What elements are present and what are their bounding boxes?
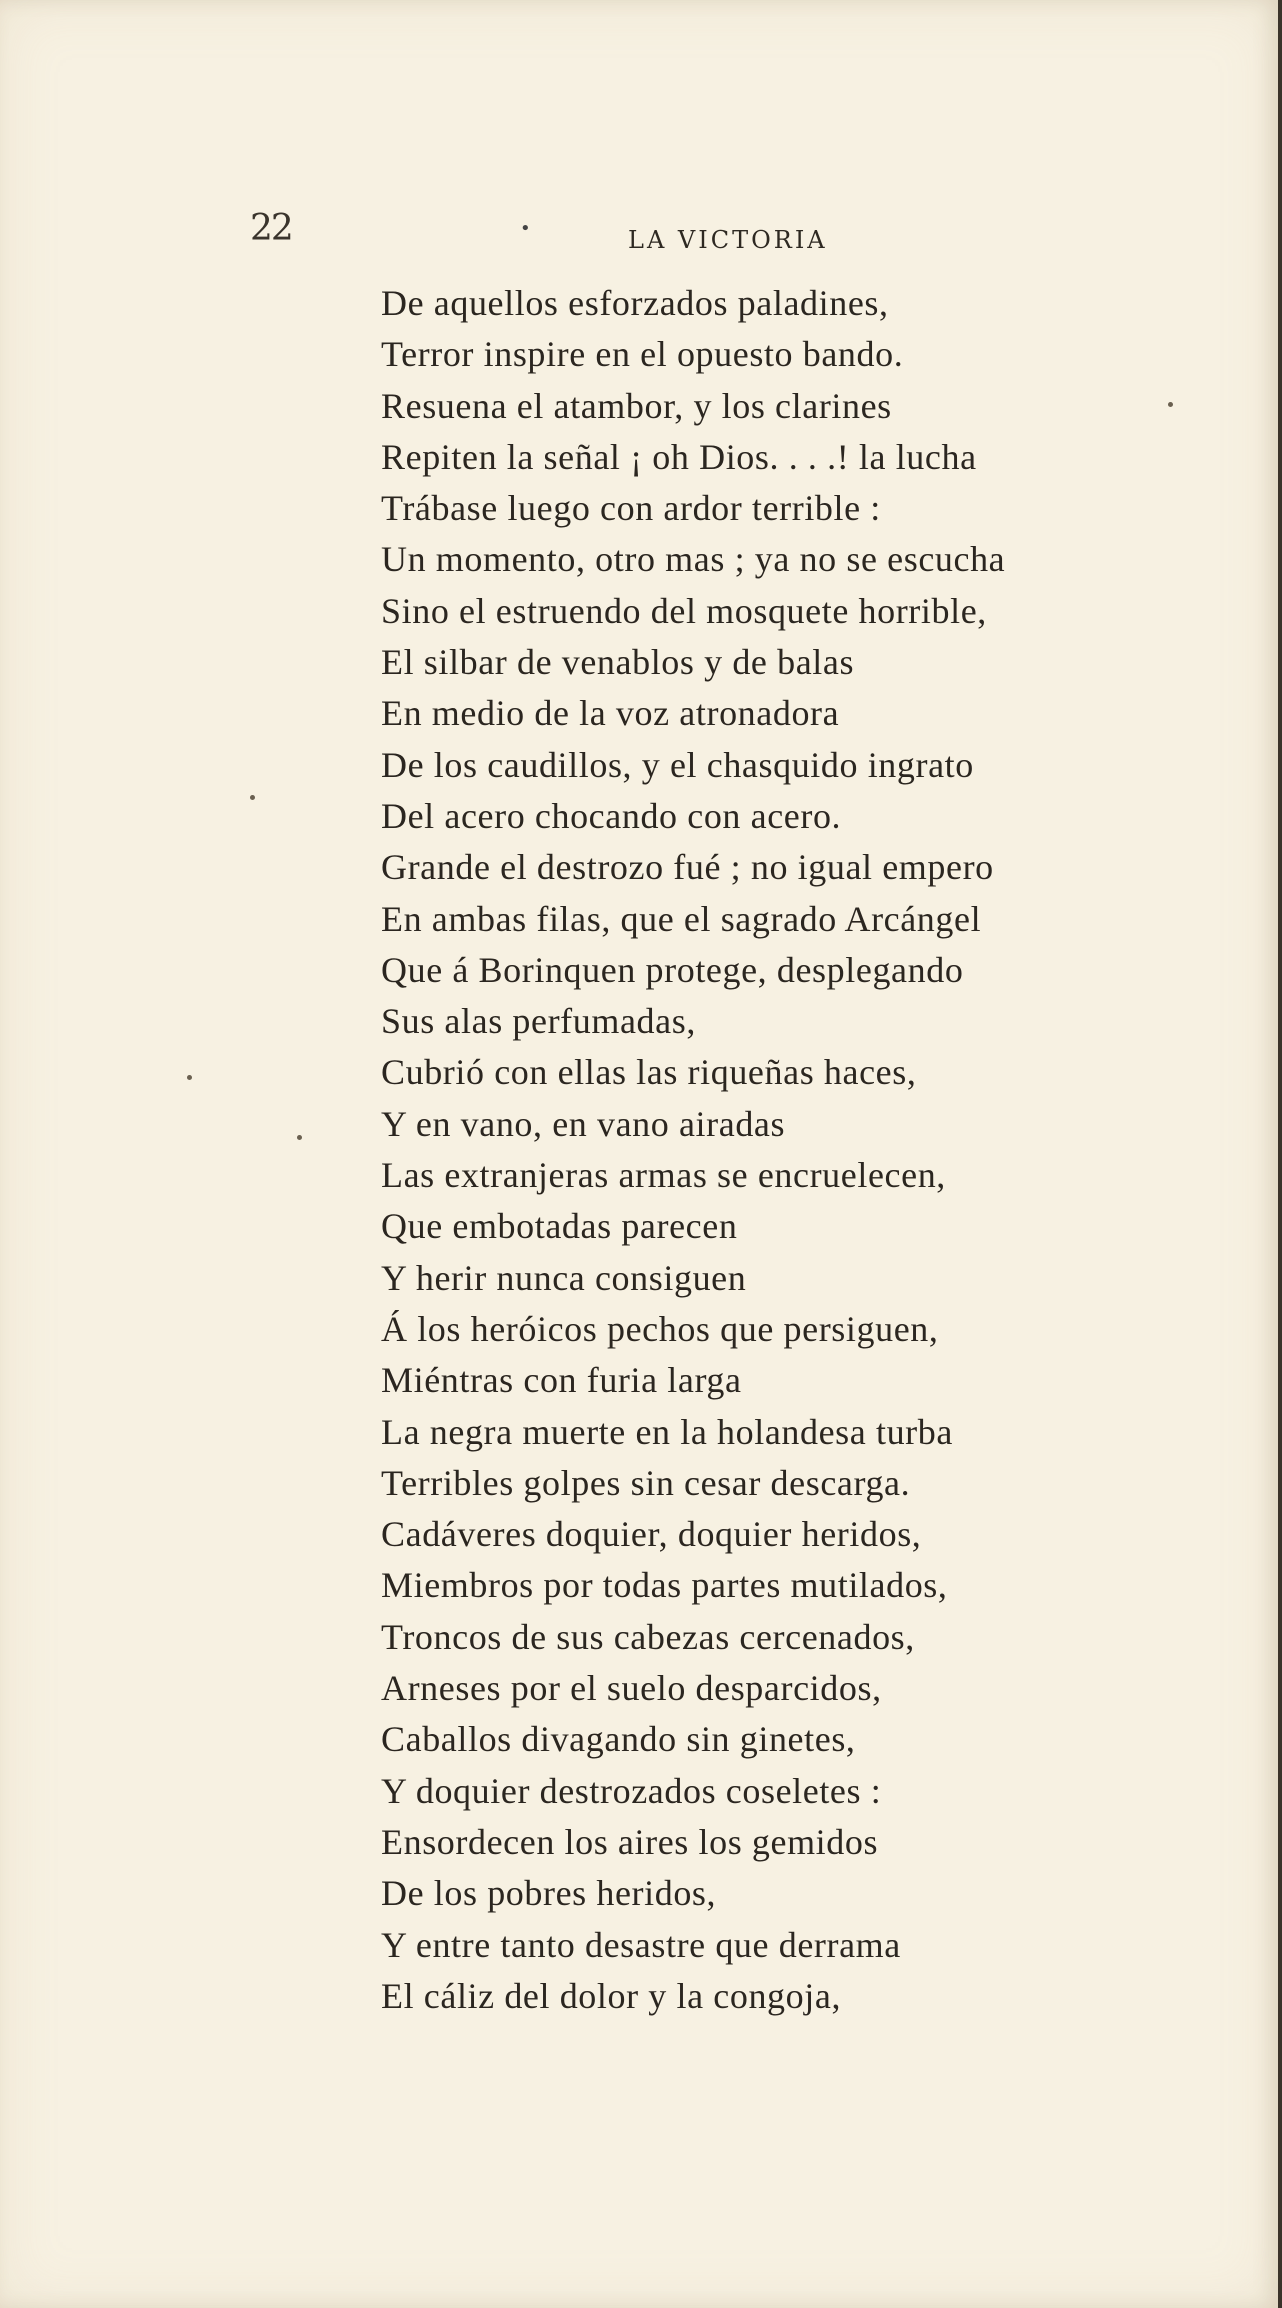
verse-line: Miembros por todas partes mutilados, [381,1565,948,1606]
verse-line: Y doquier destrozados coseletes : [381,1770,882,1811]
verse-line: Terribles golpes sin cesar descarga. [381,1462,911,1503]
verse-line: De los pobres heridos, [381,1873,717,1914]
page-edge [1278,0,1282,2308]
paper-speck [1168,402,1173,407]
verse-line: Sino el estruendo del mosquete horrible, [381,590,987,631]
verse-line: Que embotadas parecen [381,1206,738,1247]
verse-line: Del acero chocando con acero. [381,795,842,836]
verse-line: Y herir nunca consiguen [381,1257,747,1298]
verse-line: Cubrió con ellas las riqueñas haces, [381,1052,917,1093]
verse-line: El cáliz del dolor y la congoja, [381,1975,842,2016]
verse-line: En ambas filas, que el sagrado Arcángel [381,898,982,939]
verse-line: Miéntras con furia larga [381,1360,742,1401]
verse-line: Un momento, otro mas ; ya no se escucha [381,539,1006,580]
verse-line: Troncos de sus cabezas cercenados, [381,1616,915,1657]
paper-speck [297,1135,302,1140]
verse-line: Á los heróicos pechos que persiguen, [381,1308,939,1349]
verse-line: Sus alas perfumadas, [381,1001,696,1042]
verse-line: Arneses por el suelo desparcidos, [381,1668,882,1709]
paper-speck [250,795,255,800]
poem-verse-block [381,278,1241,2022]
verse-line: Terror inspire en el opuesto bando. [381,334,904,375]
verse-line: Resuena el atambor, y los clarines [381,385,892,426]
page-number: 22 [250,208,292,249]
verse-line: Cadáveres doquier, doquier heridos, [381,1514,922,1555]
verse-line: Y en vano, en vano airadas [381,1103,786,1144]
verse-line: Caballos divagando sin ginetes, [381,1719,856,1760]
printer-mark: • [520,218,531,239]
verse-line: En medio de la voz atronadora [381,693,840,734]
verse-line: Trábase luego con ardor terrible : [381,488,881,529]
verse-line: Y entre tanto desastre que derrama [381,1924,901,1965]
verse-line: Repiten la señal ¡ oh Dios. . . .! la lucha [381,436,977,477]
verse-line: De aquellos esforzados paladines, [381,283,889,323]
paper-speck [187,1075,192,1080]
verse-line: De los caudillos, y el chasquido ingrato [381,744,974,785]
verse-line: Ensordecen los aires los gemidos [381,1821,879,1862]
running-head: LA VICTORIA [628,226,828,254]
verse-line: La negra muerte en la holandesa turba [381,1411,953,1452]
verse-line: Grande el destrozo fué ; no igual empero [381,847,994,888]
verse-line: El silbar de venablos y de balas [381,642,855,683]
verse-line: Las extranjeras armas se encruelecen, [381,1155,946,1196]
verse-line: Que á Borinquen protege, desplegando [381,949,964,990]
